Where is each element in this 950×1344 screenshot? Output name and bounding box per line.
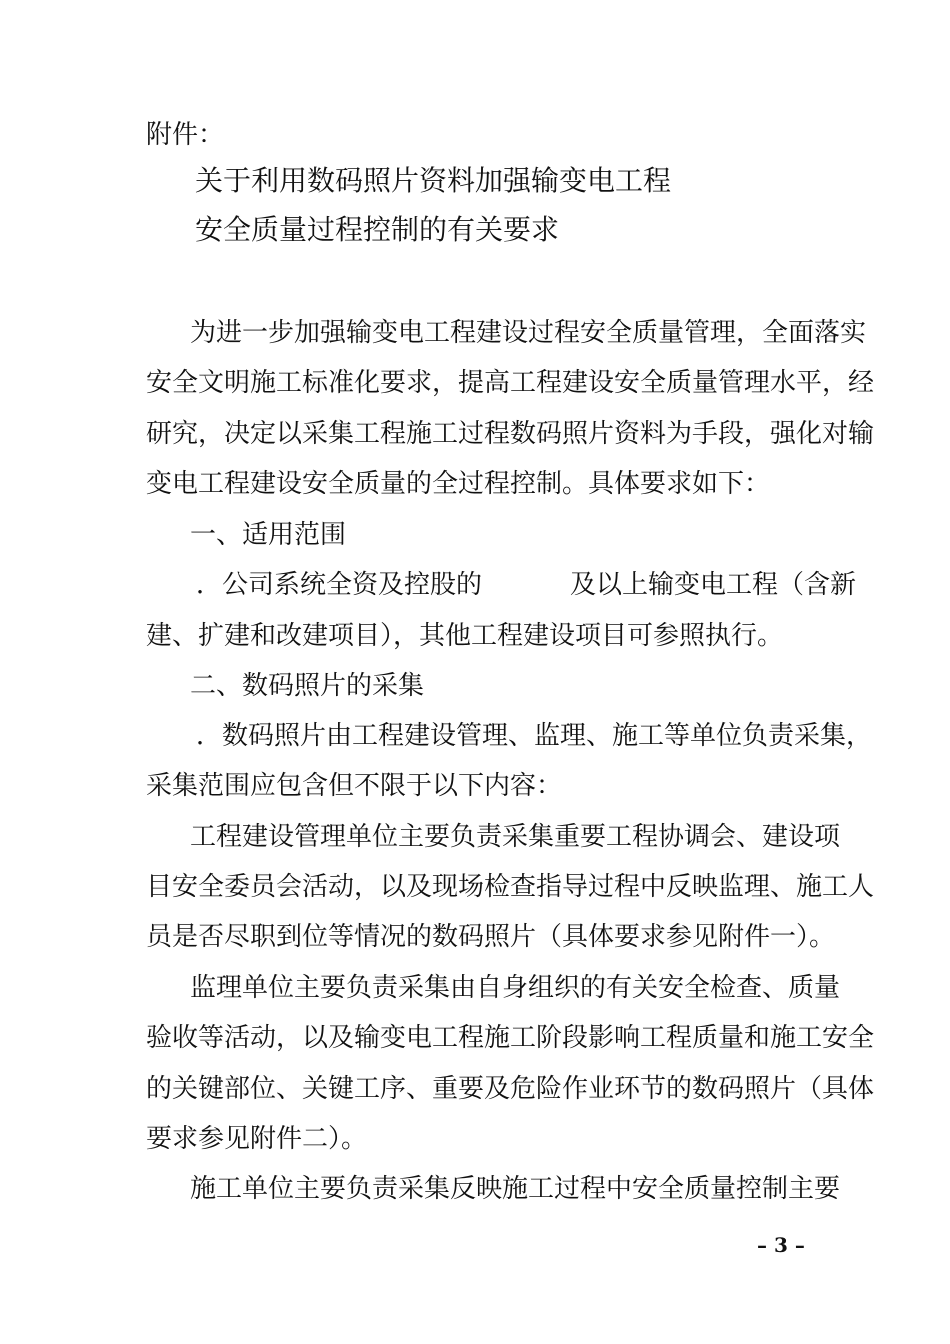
section-2-item-line-2: 采集范围应包含但不限于以下内容：: [146, 771, 563, 801]
intro-line-4: 变电工程建设安全质量的全过程控制。具体要求如下：: [146, 469, 771, 499]
attachment-label: 附件：: [146, 120, 225, 150]
paragraph-c-line-1: 施工单位主要负责采集反映施工过程中安全质量控制主要: [190, 1174, 841, 1204]
section-1-heading: 一、适用范围: [190, 520, 347, 550]
paragraph-a-line-3: 员是否尽职到位等情况的数码照片（具体要求参见附件一）。: [146, 922, 836, 952]
section-1-item-line-2: 建、扩建和改建项目），其他工程建设项目可参照执行。: [146, 621, 784, 651]
paragraph-a-line-1: 工程建设管理单位主要负责采集重要工程协调会、建设项: [190, 822, 841, 852]
page-number: – 3 –: [757, 1233, 805, 1257]
intro-line-3: 研究，决定以采集工程施工过程数码照片资料为手段，强化对输: [146, 419, 875, 449]
section-1-item-text-b: 及以上输变电工程（含新: [570, 570, 857, 600]
intro-line-2: 安全文明施工标准化要求，提高工程建设安全质量管理水平，经: [146, 368, 875, 398]
section-1-item-text-a: ．公司系统全资及控股的: [196, 570, 483, 600]
document-title-line-1: 关于利用数码照片资料加强输变电工程: [195, 164, 672, 197]
document-title-line-2: 安全质量过程控制的有关要求: [195, 213, 560, 246]
section-2-item-line-1: ．数码照片由工程建设管理、监理、施工等单位负责采集，: [196, 721, 873, 751]
paragraph-b-line-3: 的关键部位、关键工序、重要及危险作业环节的数码照片（具体: [146, 1074, 875, 1104]
paragraph-b-line-2: 验收等活动，以及输变电工程施工阶段影响工程质量和施工安全: [146, 1023, 875, 1053]
section-2-heading: 二、数码照片的采集: [190, 671, 425, 701]
paragraph-b-line-1: 监理单位主要负责采集由自身组织的有关安全检查、质量: [190, 973, 841, 1003]
paragraph-b-line-4: 要求参见附件二）。: [146, 1124, 368, 1154]
intro-line-1: 为进一步加强输变电工程建设过程安全质量管理，全面落实: [190, 318, 867, 348]
section-1-item-line-1: [196, 570, 856, 600]
paragraph-a-line-2: 目安全委员会活动，以及现场检查指导过程中反映监理、施工人: [146, 872, 875, 902]
